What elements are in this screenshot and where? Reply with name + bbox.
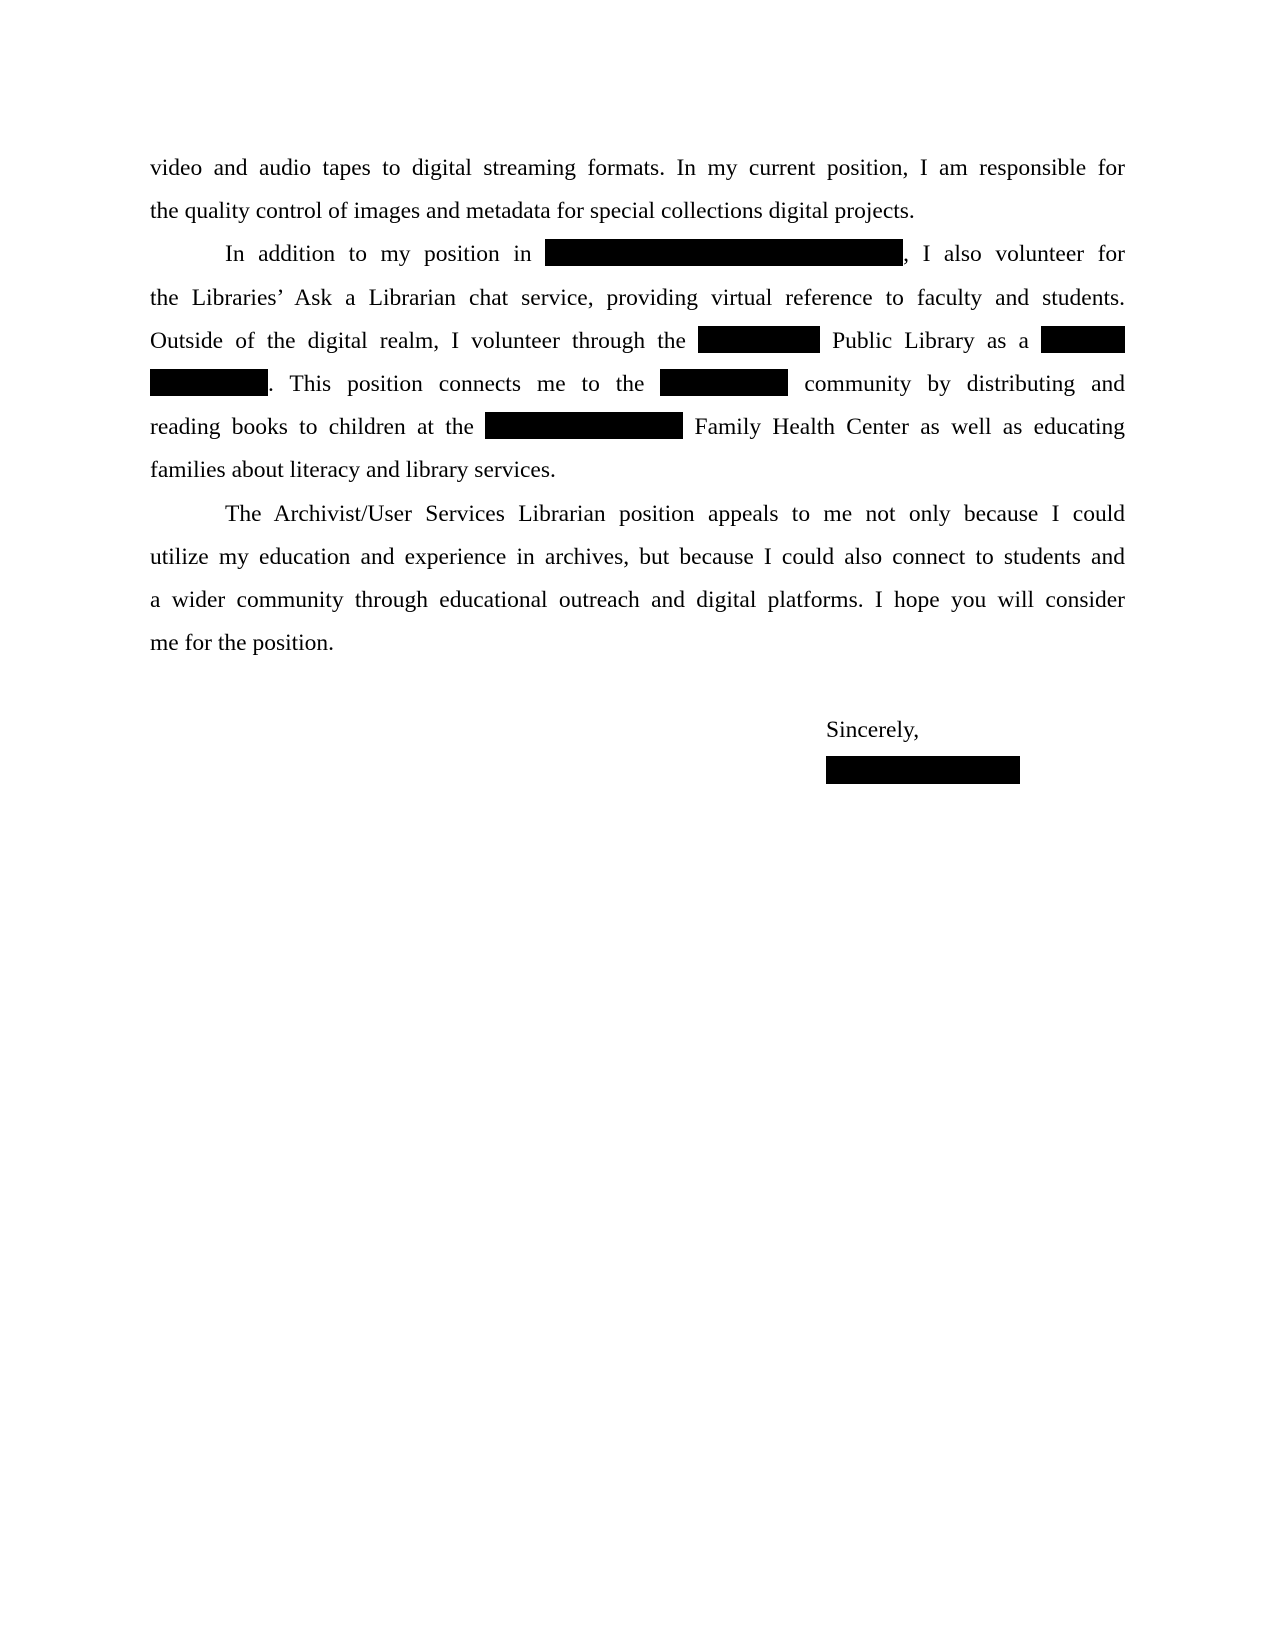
p2-line-4 — [150, 363, 1125, 406]
signature-block — [826, 709, 1020, 784]
p2-line-3-text-a: Outside of the digital realm, I volunteer through the — [150, 327, 686, 354]
redaction-block — [545, 239, 903, 266]
p2-line-1-text-a: In addition to my position in — [225, 241, 532, 268]
redaction-block — [698, 326, 820, 353]
p2-line-4-text-a: . This position connects me to the — [268, 370, 645, 397]
p2-line-2: the Libraries’ Ask a Librarian chat service, providing virtual reference to faculty and students. — [150, 284, 1125, 311]
closing-salutation: Sincerely, — [826, 717, 920, 743]
signature-redaction — [826, 756, 1020, 784]
p2-line-5-text-b: Family Health Center as well as educating — [694, 414, 1126, 441]
redaction-block — [660, 369, 788, 396]
p2-line-1-text-b: , I also volunteer for — [903, 241, 1126, 268]
p2-line-1 — [150, 233, 1125, 276]
redaction-block — [150, 369, 268, 396]
p1-line-1: video and audio tapes to digital streaming formats. In my current position, I am responsible for — [150, 155, 1125, 181]
redaction-block — [1041, 326, 1125, 353]
p2-line-6: families about literacy and library services. — [150, 457, 556, 484]
p3-line-3: a wider community through educational outreach and digital platforms. I hope you will consider — [150, 586, 1125, 613]
redaction-block — [485, 412, 683, 439]
p2-line-3-text-b: Public Library as a — [832, 327, 1029, 354]
p2-line-4-text-b: community by distributing and — [804, 370, 1126, 397]
p1-line-2: the quality control of images and metadata for special collections digital projects. — [150, 198, 915, 225]
p2-line-5 — [150, 406, 1125, 449]
letter-body — [150, 147, 1125, 665]
p2-line-5-text-a: reading books to children at the — [150, 414, 474, 441]
p3-line-2: utilize my education and experience in archives, but because I could also connect to students and — [150, 543, 1125, 570]
p3-line-1: The Archivist/User Services Librarian position appeals to me not only because I could — [225, 500, 1125, 527]
p3-line-4: me for the position. — [150, 630, 335, 657]
p2-line-3 — [150, 320, 1125, 363]
